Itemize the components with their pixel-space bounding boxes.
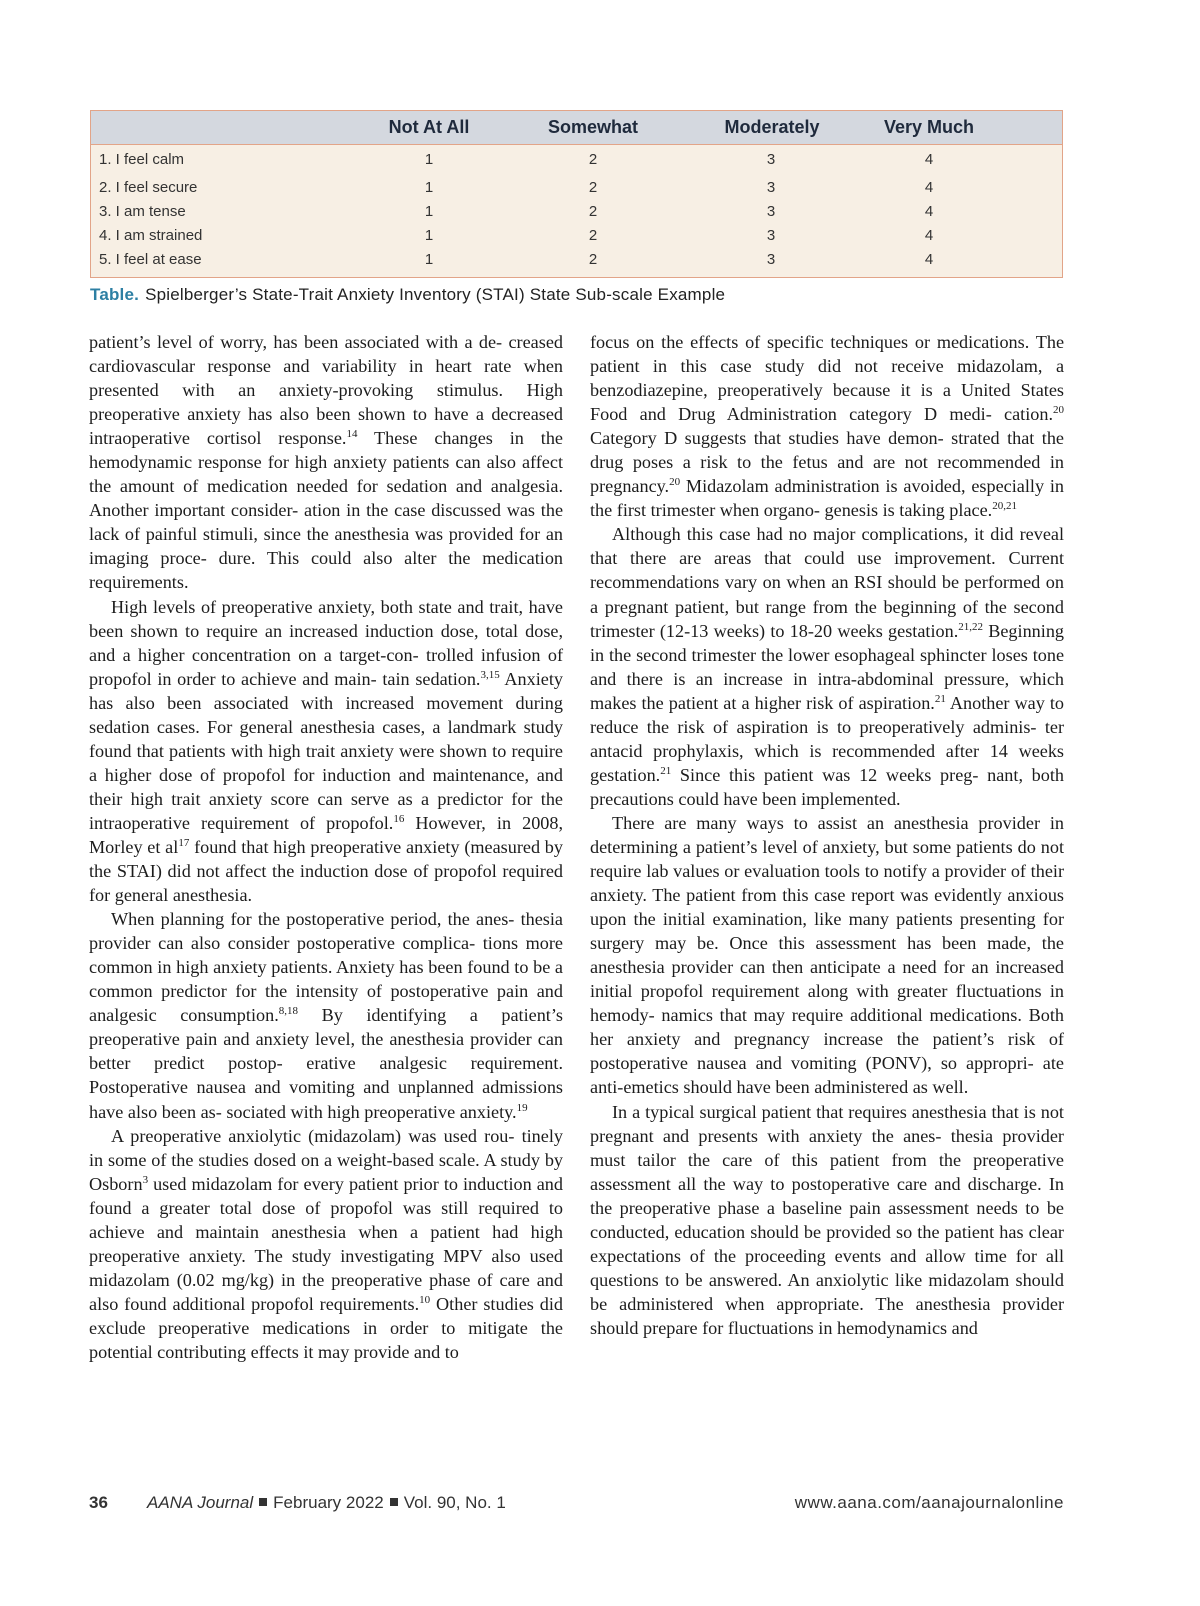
citation: 20,21 <box>992 500 1017 513</box>
cell-value: 4 <box>924 251 934 268</box>
row-label: 4. I am strained <box>99 227 203 244</box>
table-row <box>91 225 1062 249</box>
row-label: 3. I am tense <box>99 203 186 220</box>
volume-info: Vol. 90, No. 1 <box>403 1493 506 1512</box>
column-header: Somewhat <box>547 117 639 137</box>
cell-value: 1 <box>424 179 434 196</box>
separator-square-icon <box>259 1498 267 1506</box>
paragraph: In a typical surgical patient that requires anesthesia that is not pregnant and presents with anxiety the anes- thesia provider must tailor the care of this patient from the preoperative assessment all the way to postoperative care and discharge. In the preoperative phase a baseline pain assessment needs to be conducted, education should be provided so the patient has clear expectations of the proceeding events and allow time for all questions to be answered. An anxiolytic like midazolam should be administered when appropriate. The anesthesia provider should prepare for fluctuations in hemodynamics and <box>590 1101 1065 1338</box>
cell-value: 4 <box>924 227 934 244</box>
citation: 3 <box>142 1173 149 1186</box>
citation: 21 <box>660 764 672 777</box>
table-row <box>91 249 1062 273</box>
cell-value: 4 <box>924 179 934 196</box>
row-label: 2. I feel secure <box>99 179 198 196</box>
citation: 21 <box>934 692 946 705</box>
cell-value: 3 <box>766 179 776 196</box>
table-row <box>91 177 1062 201</box>
issue-date: February 2022 <box>273 1493 384 1512</box>
column-header: Very Much <box>883 117 975 137</box>
caption-label: Table. <box>90 285 140 304</box>
stai-table <box>90 110 1063 278</box>
citation: 19 <box>516 1101 528 1114</box>
cell-value: 1 <box>424 203 434 220</box>
separator-square-icon <box>390 1498 398 1506</box>
right-column <box>590 330 1064 1340</box>
citation: 3,15 <box>480 668 500 681</box>
paragraph: patient’s level of worry, has been associated with a de- creased cardiovascular response and variability in heart rate when presented with an anxiety-provoking stimulus. High preoperative anxiety has also been shown to have a decreased intraoperative cortisol response.$^{14}$ These changes in the hemodynamic response for high anxiety patients can also affect the amount of medication needed for sedation and analgesia. Another important consider- ation in the case discussed was the lack of painful stimuli, since the anesthesia was provided for an imaging proce- dure. This could also alter the medication requirements. <box>89 332 564 593</box>
row-label: 5. I feel at ease <box>99 251 202 268</box>
cell-value: 2 <box>588 151 598 168</box>
paragraph: High levels of preoperative anxiety, both state and trait, have been shown to require an increased induction dose, total dose, and a higher concentration on a target-con- trolled infusion of propofol in order to achieve and main- tain sedation.$^{3,15}$ Anxiety has also been associated with increased movement during sedation cases. For general anesthesia cases, a landmark study found that patients with high trait anxiety were shown to require a higher dose of propofol for induction and maintenance, and their high trait anxiety score can serve as a predictor for the intraoperative requirement of propofol.$^{16}$ However, in 2008, Morley et $al^{17}$ found that high preoperative anxiety (measured by the STAI) did not affect the induction dose of propofol required for general anesthesia. <box>89 596 564 906</box>
row-label: 1. I feel calm <box>99 151 185 168</box>
citation: 20 <box>669 476 681 489</box>
journal-name: AANA Journal <box>147 1493 254 1512</box>
journal-url[interactable]: www.aana.com/aanajournalonline <box>794 1493 1064 1512</box>
table-row <box>91 149 1062 173</box>
left-column <box>89 330 563 1364</box>
cell-value: 1 <box>424 251 434 268</box>
paragraph: There are many ways to assist an anesthesia provider in determining a patient’s level of anxiety, but some patients do not require lab values or evaluation tools to notify a provider of their anxiety. The patient from this case report was evidently anxious upon the initial examination, like many patients presenting for surgery may be. Once this assessment has been made, the anesthesia provider can then anticipate a need for an increased initial propofol requirement along with greater fluctuations in hemody- namics that may require additional medications. Both her anxiety and pregnancy increase the patient’s risk of postoperative nausea and vomiting (PONV), so appropri- ate anti-emetics should have been administered as well. <box>590 812 1065 1098</box>
cell-value: 4 <box>924 151 934 168</box>
cell-value: 2 <box>588 179 598 196</box>
citation: 21,22 <box>958 620 983 633</box>
journal-info <box>147 1493 506 1513</box>
cell-value: 1 <box>424 151 434 168</box>
page-footer <box>89 1493 1064 1517</box>
cell-value: 3 <box>766 151 776 168</box>
citation: 14 <box>346 428 358 441</box>
table-header-row <box>91 111 1062 145</box>
cell-value: 2 <box>588 227 598 244</box>
paragraph: focus on the effects of specific techniques or medications. The patient in this case study did not receive midazolam, a benzodiazepine, preoperatively because it is a United States Food and Drug Administration category D medi- cation.$^{20}$ Category D suggests that studies have demon- strated that the drug poses a risk to the fetus and are not recommended in pregnancy.$^{20}$ Midazolam administration is avoided, especially in the first trimester when organo- genesis is taking place.$^{20,21}$ <box>590 332 1065 521</box>
citation: 17 <box>178 836 190 849</box>
paragraph: A preoperative anxiolytic (midazolam) was used rou- tinely in some of the studies dosed on a weight-based scale. A study by Osborn$^3$ used midazolam for every patient prior to induction and found a greater total dose of propofol was still required to achieve and maintain anesthesia when a patient had high preoperative anxiety. The study investigating MPV also used midazolam (0.02 mg/kg) in the preoperative phase of care and also found additional propofol requirements.$^{10}$ Other studies did exclude preoperative medications in order to mitigate the potential contributing effects it may provide and to <box>89 1125 564 1362</box>
cell-value: 3 <box>766 251 776 268</box>
citation: 10 <box>419 1293 431 1306</box>
cell-value: 1 <box>424 227 434 244</box>
paragraph: When planning for the postoperative period, the anes- thesia provider can also consider postoperative complica- tions more common in high anxiety patients. Anxiety has been found to be a common predictor for the intensity of postoperative pain and analgesic consumption.$^{8,18}$ By identifying a patient’s preoperative pain and anxiety level, the anesthesia provider can better predict postop- erative analgesic requirement. Postoperative nausea and vomiting and unplanned admissions have also been as- sociated with high preoperative anxiety.$^{19}$ <box>89 909 564 1122</box>
paragraph: Although this case had no major complications, it did reveal that there are areas that could use improvement. Current recommendations vary on when an RSI should be performed on a pregnant patient, but range from the beginning of the second trimester (12-13 weeks) to 18-20 weeks gestation.$^{21,22}$ Beginning in the second trimester the lower esophageal sphincter loses tone and there is an increase in intra-abdominal pressure, which makes the patient at a higher risk of aspiration.$^{21}$ Another way to reduce the risk of aspiration is to preoperatively adminis- ter antacid prophylaxis, which is recommended after 14 weeks gestation.$^{21}$ Since this patient was 12 weeks preg- nant, both precautions could have been implemented. <box>590 524 1065 809</box>
page-number: 36 <box>89 1493 108 1512</box>
column-header: Moderately <box>724 117 820 137</box>
citation: 20 <box>1053 404 1065 417</box>
citation: 16 <box>393 812 405 825</box>
table-caption <box>90 285 1070 305</box>
cell-value: 2 <box>588 251 598 268</box>
caption-text: Spielberger’s State-Trait Anxiety Inventory (STAI) State Sub-scale Example <box>145 285 726 304</box>
table-row <box>91 201 1062 225</box>
cell-value: 3 <box>766 227 776 244</box>
column-header: Not At All <box>388 117 470 137</box>
cell-value: 2 <box>588 203 598 220</box>
cell-value: 3 <box>766 203 776 220</box>
cell-value: 4 <box>924 203 934 220</box>
citation: 8,18 <box>278 1005 298 1018</box>
